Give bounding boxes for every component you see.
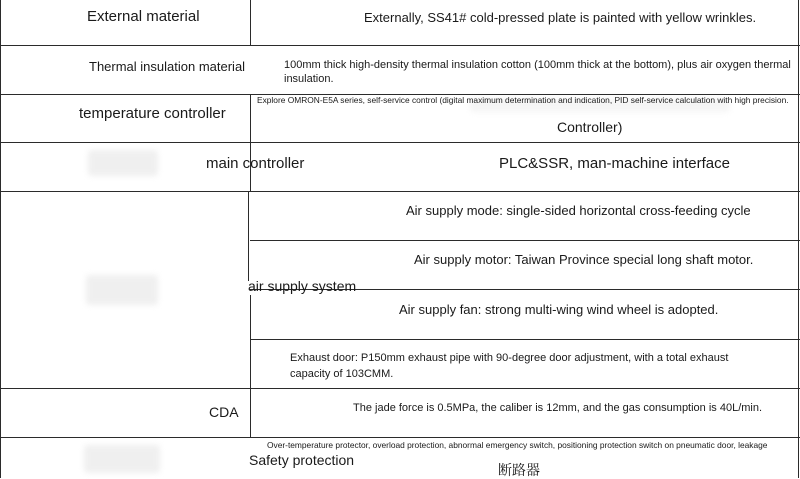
background-smudge [84,445,160,473]
row-label-air-supply-system: air supply system [248,278,357,294]
row-value-temperature-controller-overlay: Controller) [557,119,623,135]
row-value-external-material: Externally, SS41# cold-pressed plate is painted with yellow wrinkles. [364,10,757,25]
row-value-safety-protection-cont: 断路器 [498,462,540,478]
column-divider [250,0,251,46]
background-smudge [88,150,158,176]
row-divider [0,191,800,192]
row-value-temperature-controller: Explore OMRON-E5A series, self-service control (digital maximum determination and indication, PID self-service calculation with high precision. [257,95,789,105]
row-divider [0,437,800,438]
exhaust-door: Exhaust door: P150mm exhaust pipe with 90-degree door adjustment, with a total exhaust capacity of 103CMM. [290,352,729,380]
row-label-main-controller: main controller [206,155,305,172]
row-value-cda: The jade force is 0.5MPa, the caliber is 12mm, and the gas consumption is 40L/min. [353,402,763,414]
column-divider [248,191,249,281]
row-label-safety-protection: Safety protection [249,452,355,468]
row-label-cda: CDA [209,404,239,420]
row-label-temperature-controller: temperature controller [79,105,226,122]
row-value-safety-protection: Over-temperature protector, overload protection, abnormal emergency switch, positioning protection switch on pneumatic door, leakage [267,440,768,450]
table-right-border [798,0,799,478]
row-label-thermal-insulation: Thermal insulation material [89,59,246,74]
row-value-main-controller: PLC&SSR, man-machine interface [499,155,730,172]
subrow-divider [250,240,800,241]
row-label-external-material: External material [87,8,200,25]
row-divider [0,388,800,389]
column-divider [250,295,251,438]
air-supply-mode: Air supply mode: single-sided horizontal cross-feeding cycle [406,203,751,218]
column-divider [250,94,251,192]
table-left-border [0,0,1,478]
row-divider [0,45,800,46]
subrow-divider [250,339,800,340]
air-supply-motor: Air supply motor: Taiwan Province special long shaft motor. [414,252,754,267]
row-value-thermal-insulation: 100mm thick high-density thermal insulation cotton (100mm thick at the bottom), plus air oxygen thermal insulation. [284,59,791,85]
background-smudge [86,275,158,305]
air-supply-fan: Air supply fan: strong multi-wing wind wheel is adopted. [399,302,719,317]
row-divider [0,142,800,143]
